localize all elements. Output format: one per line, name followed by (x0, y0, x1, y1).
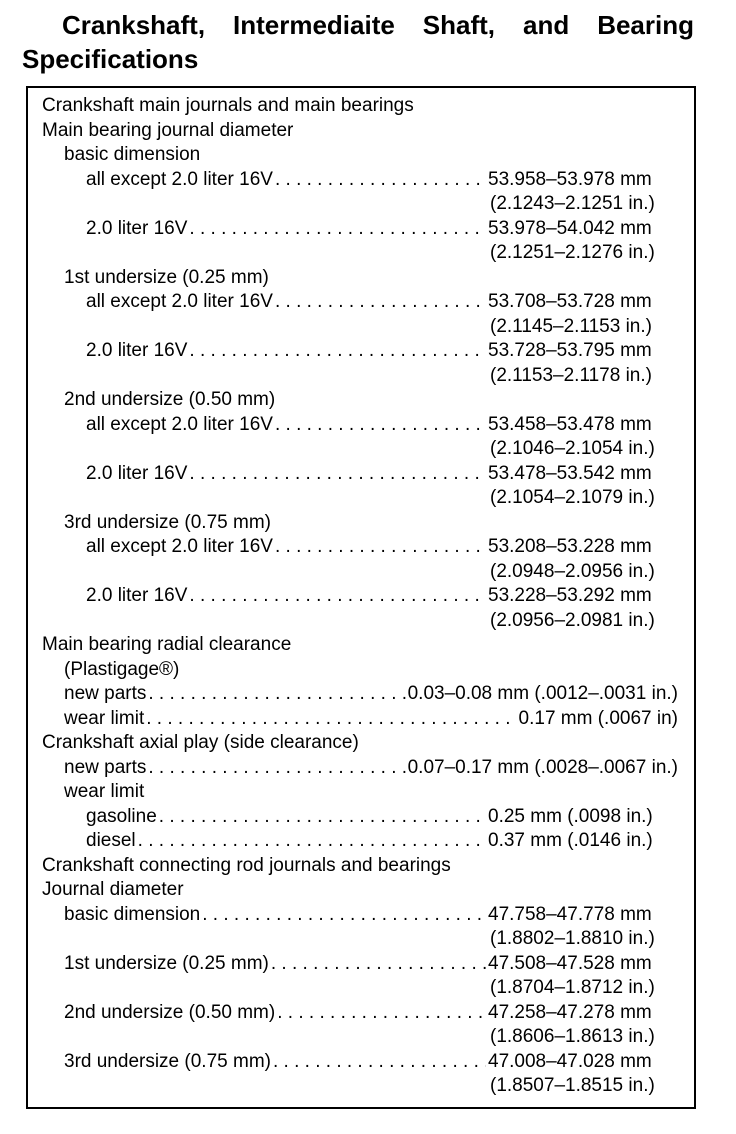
spec-row (28, 462, 694, 487)
spec-heading (28, 94, 694, 119)
spec-heading (28, 854, 694, 879)
spec-heading (28, 780, 694, 805)
spec-label: all except 2.0 liter 16V (86, 536, 273, 557)
spec-label: 1st undersize (0.25 mm) (64, 266, 269, 288)
spec-value: 53.478–53.542 mm (488, 462, 652, 484)
spec-value: (1.8606–1.8613 in.) (490, 1026, 655, 1047)
spec-label: new parts (64, 756, 147, 778)
spec-row-continuation (28, 927, 694, 952)
spec-label: 2.0 liter 16V (86, 585, 188, 606)
spec-label: (Plastigage®) (64, 658, 180, 680)
spec-label: Main bearing journal diameter (42, 119, 294, 141)
spec-list (28, 94, 694, 1099)
spec-value: 47.758–47.778 mm (488, 903, 652, 925)
specifications-box (26, 86, 696, 1109)
spec-heading (28, 658, 694, 683)
spec-value: 47.258–47.278 mm (488, 1001, 652, 1023)
spec-label: wear limit (64, 707, 145, 729)
spec-row (28, 168, 694, 193)
spec-value: 0.17 mm (.0067 in) (518, 707, 678, 729)
title-line-2: Specifications (22, 44, 199, 74)
spec-value: 0.07–0.17 mm (.0028–.0067 in.) (407, 756, 678, 778)
spec-label: basic dimension (64, 144, 201, 165)
dot-leader (138, 829, 486, 854)
spec-row (28, 535, 694, 560)
spec-row (28, 682, 694, 707)
spec-label: Journal diameter (42, 879, 184, 900)
spec-value: (2.0948–2.0956 in.) (490, 560, 655, 582)
spec-heading (28, 388, 694, 413)
spec-value: (2.1145–2.1153 in.) (490, 315, 652, 337)
spec-value: 47.008–47.028 mm (488, 1050, 652, 1072)
spec-label: 2.0 liter 16V (86, 217, 188, 239)
dot-leader (148, 682, 405, 707)
spec-row-continuation (28, 315, 694, 340)
dot-leader (273, 1050, 486, 1075)
spec-label: all except 2.0 liter 16V (86, 413, 273, 435)
spec-value: 53.458–53.478 mm (488, 413, 652, 435)
spec-label: wear limit (64, 781, 145, 802)
spec-value: (1.8802–1.8810 in.) (490, 928, 655, 949)
title-line-1: Crankshaft, Intermediaite Shaft, and Bearing (62, 10, 694, 40)
spec-value: 53.708–53.728 mm (488, 291, 652, 312)
spec-row (28, 290, 694, 315)
spec-row (28, 1001, 694, 1026)
spec-row (28, 756, 694, 781)
spec-label: Crankshaft connecting rod journals and bearings (42, 854, 451, 876)
spec-row (28, 217, 694, 242)
spec-heading (28, 731, 694, 756)
spec-value: (2.1243–2.1251 in.) (490, 193, 655, 214)
spec-value: (2.1054–2.1079 in.) (490, 487, 655, 508)
spec-label: all except 2.0 liter 16V (86, 291, 273, 312)
spec-heading (28, 119, 694, 144)
spec-row-continuation (28, 486, 694, 511)
spec-label: 2.0 liter 16V (86, 462, 188, 484)
spec-row (28, 584, 694, 609)
spec-row-continuation (28, 560, 694, 585)
spec-label: Crankshaft main journals and main bearings (42, 95, 414, 116)
spec-value: 53.958–53.978 mm (488, 168, 652, 190)
spec-label: 2nd undersize (0.50 mm) (64, 389, 276, 410)
spec-value: 53.228–53.292 mm (488, 585, 652, 606)
dot-leader (146, 707, 516, 732)
spec-value: 53.978–54.042 mm (488, 217, 652, 239)
spec-value: (1.8507–1.8515 in.) (490, 1075, 655, 1096)
spec-row-continuation (28, 1074, 694, 1099)
dot-leader (202, 903, 486, 928)
spec-value: (2.0956–2.0981 in.) (490, 609, 655, 631)
spec-value: (2.1251–2.1276 in.) (490, 242, 655, 263)
spec-label: basic dimension (64, 903, 201, 925)
dot-leader (189, 462, 486, 487)
spec-label: diesel (86, 830, 136, 851)
spec-label: 2nd undersize (0.50 mm) (64, 1001, 276, 1023)
spec-value: 53.728–53.795 mm (488, 340, 652, 361)
spec-row (28, 1050, 694, 1075)
dot-leader (271, 952, 486, 977)
spec-value: 0.37 mm (.0146 in.) (488, 830, 653, 851)
dot-leader (189, 217, 486, 242)
spec-row-continuation (28, 1025, 694, 1050)
spec-row (28, 339, 694, 364)
spec-label: 1st undersize (0.25 mm) (64, 952, 269, 974)
spec-label: new parts (64, 683, 147, 704)
spec-row (28, 952, 694, 977)
dot-leader (275, 290, 486, 315)
spec-label: 2.0 liter 16V (86, 340, 188, 361)
spec-row (28, 707, 694, 732)
spec-label: Main bearing radial clearance (42, 634, 292, 655)
spec-row (28, 903, 694, 928)
spec-row-continuation (28, 437, 694, 462)
spec-row-continuation (28, 976, 694, 1001)
spec-value: 47.508–47.528 mm (488, 952, 652, 974)
spec-value: (2.1153–2.1178 in.) (490, 364, 652, 386)
spec-heading (28, 633, 694, 658)
dot-leader (277, 1001, 486, 1026)
spec-label: 3rd undersize (0.75 mm) (64, 511, 271, 533)
dot-leader (275, 413, 486, 438)
dot-leader (189, 584, 486, 609)
spec-row-continuation (28, 364, 694, 389)
spec-heading (28, 878, 694, 903)
page-title (22, 8, 694, 76)
spec-row-continuation (28, 241, 694, 266)
spec-heading (28, 143, 694, 168)
spec-value: (2.1046–2.1054 in.) (490, 438, 655, 459)
spec-label: all except 2.0 liter 16V (86, 168, 273, 190)
spec-value: 53.208–53.228 mm (488, 536, 652, 557)
spec-value: 0.03–0.08 mm (.0012–.0031 in.) (407, 683, 678, 704)
spec-label: Crankshaft axial play (side clearance) (42, 732, 359, 753)
spec-heading (28, 266, 694, 291)
spec-row-continuation (28, 192, 694, 217)
spec-row (28, 413, 694, 438)
spec-label: 3rd undersize (0.75 mm) (64, 1050, 271, 1072)
spec-row (28, 829, 694, 854)
spec-label: gasoline (86, 805, 157, 827)
dot-leader (148, 756, 405, 781)
dot-leader (189, 339, 486, 364)
spec-value: (1.8704–1.8712 in.) (490, 977, 655, 998)
dot-leader (275, 168, 486, 193)
dot-leader (275, 535, 486, 560)
dot-leader (159, 805, 486, 830)
spec-row-continuation (28, 609, 694, 634)
spec-heading (28, 511, 694, 536)
spec-row (28, 805, 694, 830)
spec-value: 0.25 mm (.0098 in.) (488, 805, 653, 827)
